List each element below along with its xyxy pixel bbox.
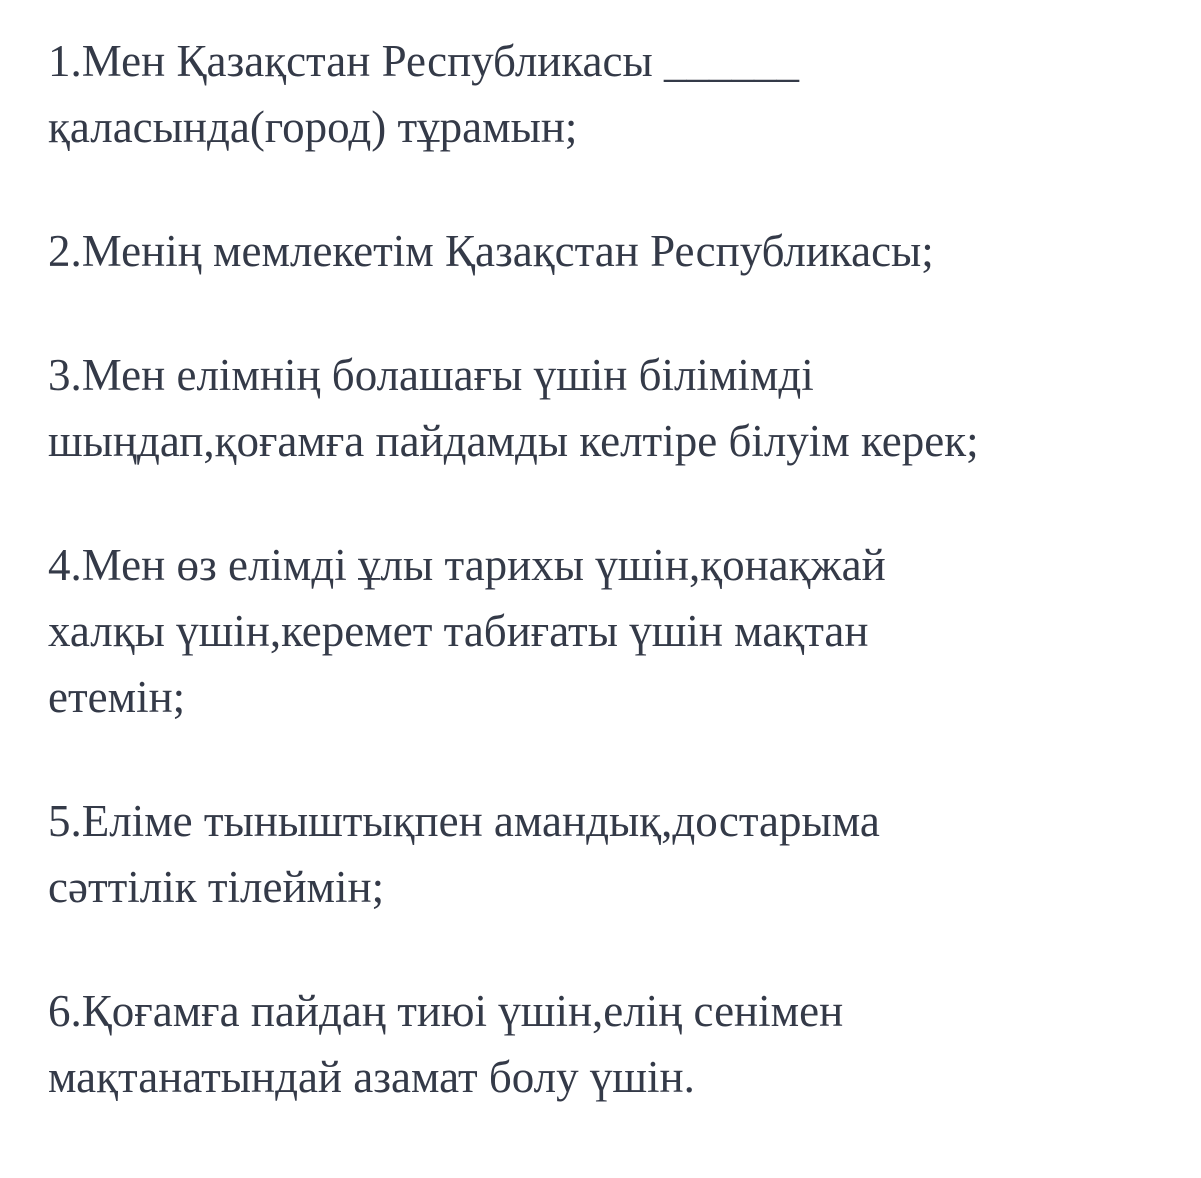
document-text [48, 28, 1188, 1168]
text-line: 6.Қоғамға пайдаң тиюі үшін,елің сенімен [48, 986, 844, 1036]
text-line: 2.Менің мемлекетім Қазақстан Республикасы; [48, 226, 934, 276]
list-item-3 [48, 342, 1188, 474]
text-line: етемін; [48, 672, 186, 722]
text-line: мақтанатындай азамат болу үшін. [48, 1052, 695, 1102]
text-line: қаласында(город) тұрамын; [48, 102, 578, 152]
list-item-2 [48, 218, 1188, 284]
list-item-5 [48, 788, 1188, 920]
list-item-6 [48, 978, 1188, 1110]
text-line: шыңдап,қоғамға пайдамды келтіре білуім керек; [48, 416, 979, 466]
text-line: 5.Еліме тыныштықпен амандық,достарыма [48, 796, 880, 846]
text-line: сәттілік тілеймін; [48, 862, 385, 912]
list-item-1 [48, 28, 1188, 160]
text-line: 1.Мен Қазақстан Республикасы ______ [48, 36, 799, 86]
text-line: халқы үшін,керемет табиғаты үшін мақтан [48, 606, 869, 656]
list-item-4 [48, 532, 1188, 730]
text-line: 3.Мен елімнің болашағы үшін білімімді [48, 350, 814, 400]
text-line: 4.Мен өз елімді ұлы тарихы үшін,қонақжай [48, 540, 886, 590]
